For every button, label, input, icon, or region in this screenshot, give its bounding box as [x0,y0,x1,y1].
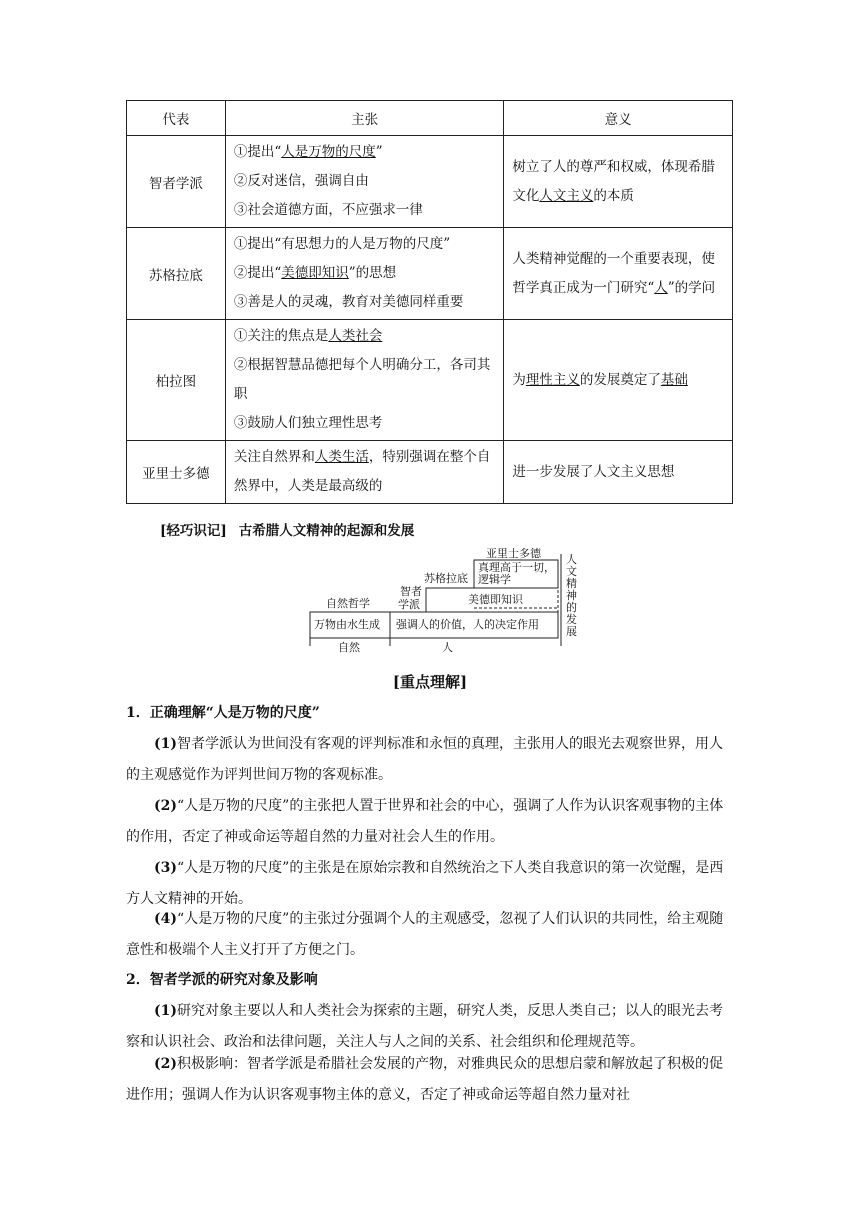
representative-cell: 苏格拉底 [127,228,226,320]
label-human-value: 强调人的价值，人的决定作用 [396,618,539,631]
table-row [127,320,733,441]
label-sophists-1: 智者 [400,585,422,598]
paragraph: (1)研究对象主要以人和人类社会为探索的主题，研究人类，反思人类自己；以人的眼光去考察和认识社会、政治和法律问题，关注人与人之间的关系、社会组织和伦理规范等。 [126,1003,723,1050]
table-row [127,136,733,228]
table-row [127,441,733,504]
header-representative: 代表 [127,101,226,136]
label-aristotle: 亚里士多德 [486,547,541,560]
significance-cell: 人类精神觉醒的一个重要表现，使哲学真正成为一门研究“人”的学问 [504,228,733,320]
label-truth: 真理高于一切， [478,561,555,574]
label-nature: 自然 [338,641,360,654]
section-title: 1．正确理解“人是万物的尺度” [126,705,320,721]
representative-cell: 亚里士多德 [127,441,226,504]
label-water: 万物由水生成 [314,618,380,631]
representative-cell: 柏拉图 [127,320,226,441]
paragraph: (2)“人是万物的尺度”的主张把人置于世界和社会的中心，强调了人作为认识客观事物的主体的作用，否定了神或命运等超自然的力量对社会人生的作用。 [126,798,724,845]
label-socrates: 苏格拉底 [424,572,468,585]
claim-line: ③鼓励人们独立理性思考 [233,415,383,431]
claim-line: ③善是人的灵魂，教育对美德同样重要 [233,294,464,310]
label-sophists-2: 学派 [398,598,420,611]
label-logic: 逻辑学 [478,573,511,586]
paragraph: (1)智者学派认为世间没有客观的评判标准和永恒的真理，主张用人的眼光去观察世界，用人的主观感觉作为评判世间万物的客观标准。 [126,736,723,783]
memory-tip-heading [160,519,414,539]
section-title: 2．智者学派的研究对象及影响 [126,972,318,988]
memory-tip-label: [轻巧识记] [160,523,227,539]
paragraph: (3)“人是万物的尺度”的主张是在原始宗教和自然统治之下人类自我意识的第一次觉醒，是西方人文精神的开始。 [126,860,724,907]
label-humanism-development: 人文精神的发展 [566,553,577,638]
claims-cell: 关注自然界和人类生活，特别强调在整个自然界中，人类是最高级的 [225,441,503,504]
significance-cell: 进一步发展了人文主义思想 [504,441,733,504]
memory-tip-title: 古希腊人文精神的起源和发展 [238,523,415,539]
claim-line: ②反对迷信，强调自由 [233,173,369,189]
label-human: 人 [442,641,453,654]
table-header-row [127,101,733,136]
label-natural-philosophy: 自然哲学 [326,597,370,610]
claim-line: ①关注的焦点是人类社会 [233,328,383,344]
claims-cell [225,228,503,320]
claim-line: ②根据智慧品德把每个人明确分工，各司其职 [233,357,491,402]
key-understanding-heading: [重点理解] [392,673,468,691]
paragraph: (4)“人是万物的尺度”的主张过分强调个人的主观感受，忽视了人们认识的共同性，给主观随意性和极端个人主义打开了方便之门。 [126,911,724,958]
claim-line: ①提出“人是万物的尺度” [233,144,383,160]
claim-line: ①提出“有思想力的人是万物的尺度” [233,236,451,252]
claims-cell [225,136,503,228]
label-virtue-knowledge: 美德即知识 [468,593,523,606]
claims-cell [225,320,503,441]
significance-cell: 为理性主义的发展奠定了基础 [504,320,733,441]
paragraph: (2)积极影响：智者学派是希腊社会发展的产物，对雅典民众的思想启蒙和解放起了积极的促进作用；强调人作为认识客观事物主体的意义，否定了神或命运等超自然力量对社 [126,1056,723,1103]
significance-cell: 树立了人的尊严和权威，体现希腊文化人文主义的本质 [504,136,733,228]
humanism-development-diagram [308,546,588,658]
claim-line: ②提出“美德即知识”的思想 [233,265,397,281]
claim-line: ③社会道德方面，不应强求一律 [233,202,423,218]
table-row [127,228,733,320]
representative-cell: 智者学派 [127,136,226,228]
header-significance: 意义 [504,101,733,136]
header-claims: 主张 [225,101,503,136]
philosophers-table [126,100,733,504]
